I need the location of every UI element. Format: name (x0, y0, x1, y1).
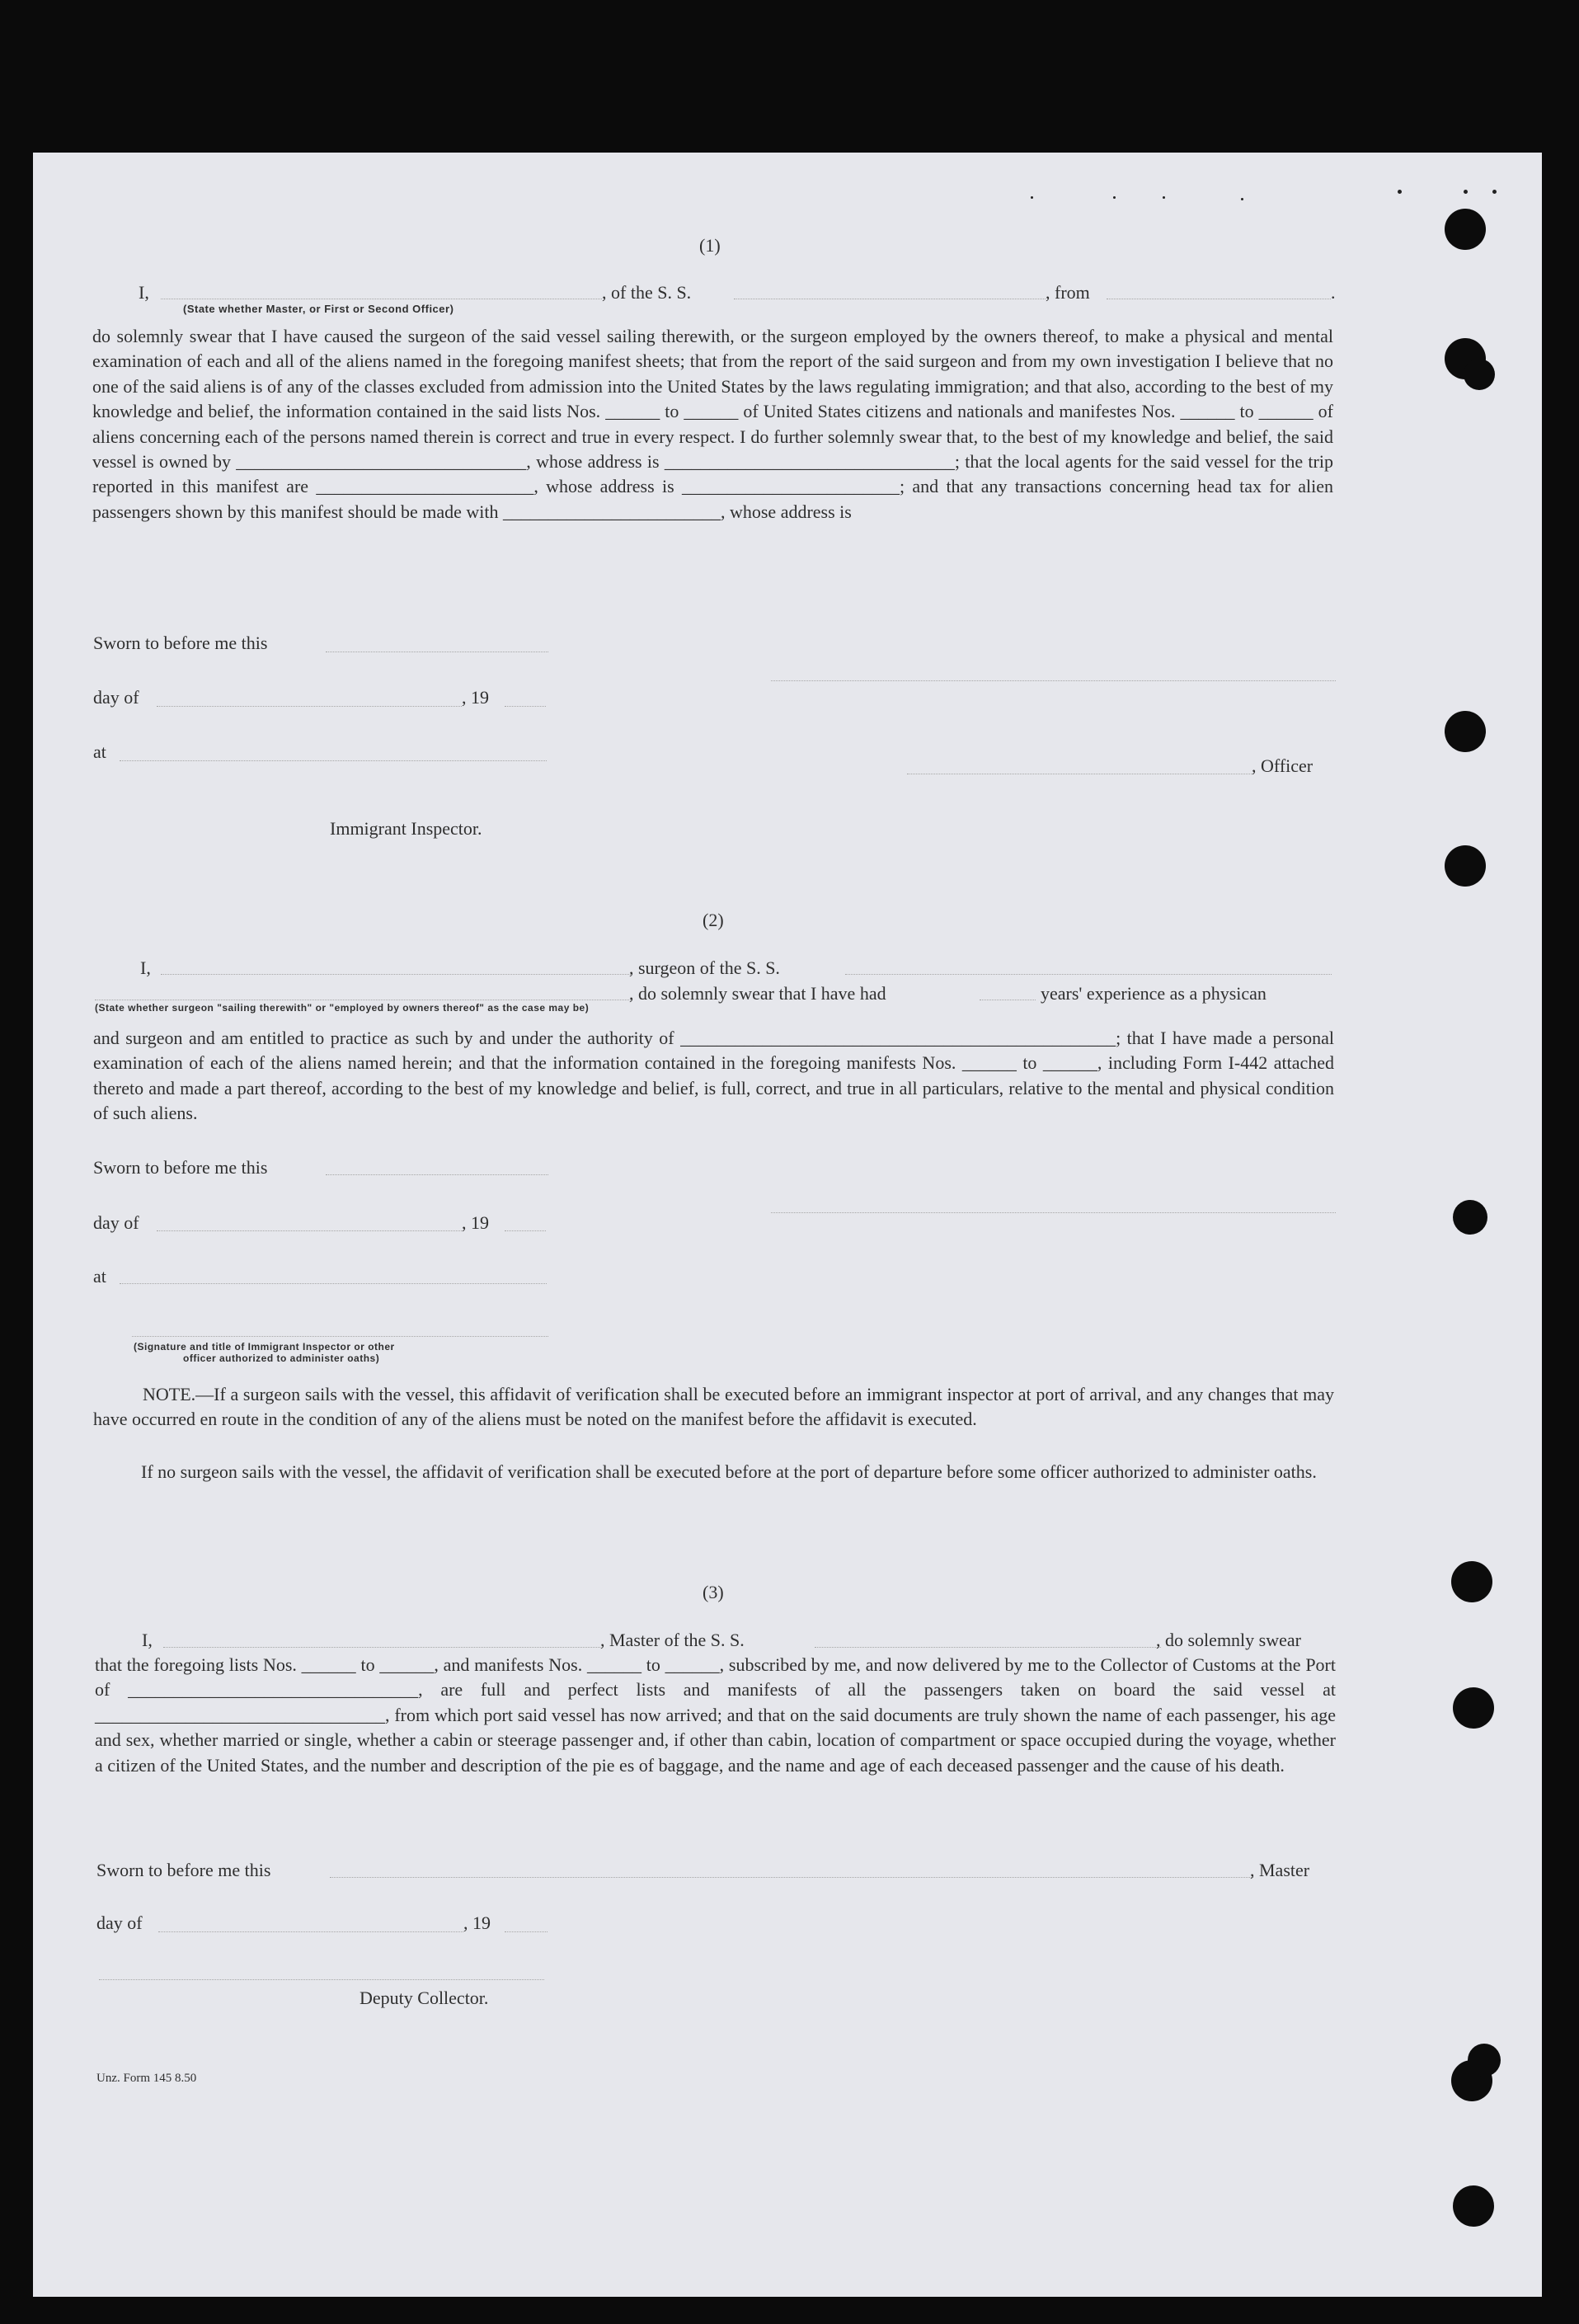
note-paragraph: NOTE.—If a surgeon sails with the vessel, this affidavit of verification shall be executed before an immigrant inspector at port of arrival, and any changes that may have occurred en route in the condition of any of the aliens must be noted on the manifest before the affidavit is executed. (93, 1384, 1334, 1430)
section1-paragraph: do solemnly swear that I have caused the surgeon of the said vessel sailing therewith, or the surgeon employed by the owners thereof, to make a physical and mental examination of each and all of the aliens named in the foregoing manifest sheets; that from the report of the said surgeon and from my own investigation I believe that no one of the said aliens is of any of the classes excluded from admission into the United States by the laws regulating immigration; and that also, according to the best of my knowledge and belief, the information contained in the said lists Nos. ______ to ______ of United States citizens and nationals and manifestes Nos. ______ to ______ of aliens concerning each of the persons named therein is correct and true in every respect. I do further solemnly swear that, to the best of my knowledge and belief, the said vessel is owned by ________________________________, whose address is ________________________________; that the local agents for the said vessel for the trip reported in this manifest are ________________________, whose address is ________________________; and that any transactions concerning head tax for alien passengers shown by this manifest should be made with ________________________, whose address is (92, 326, 1333, 522)
master-label: , Master (1250, 1860, 1310, 1880)
section2-paragraph: and surgeon and am entitled to practice as such by and under the authority of ________________________________________________; that I have made a personal examination of each of the aliens named herein; and that the information contained in the foregoing manifests Nos. ______ to ______, including Form I-442 attached thereto and made a part thereof, according to the best of my knowledge and belief, is full, correct, and true in all particulars, relative to the mental and physical condition of such aliens. (93, 1028, 1334, 1124)
year-blank (505, 1230, 546, 1231)
day-blank (157, 706, 462, 707)
years-label: years' experience as a physican (1041, 983, 1266, 1004)
lead-i: I, (139, 282, 149, 303)
day-blank (157, 1230, 462, 1231)
signature-title-blank (132, 1336, 548, 1337)
punch-hole (1464, 359, 1495, 390)
officer-label: , Officer (1252, 755, 1313, 776)
speck (1241, 198, 1243, 200)
vessel-blank (815, 1647, 1161, 1648)
section-number: (2) (703, 910, 724, 930)
year-label: , 19 (462, 1212, 489, 1233)
punch-hole (1445, 209, 1486, 250)
year-label: , 19 (463, 1912, 491, 1933)
note-paragraph-2: If no surgeon sails with the vessel, the affidavit of verification shall be executed before at the port of departure before some officer authorized to administer oaths. (141, 1461, 1317, 1482)
speck (1398, 190, 1402, 194)
period: . (1331, 282, 1336, 303)
day-of-label: day of (96, 1912, 143, 1933)
day-of-label: day of (93, 1212, 139, 1233)
lead-i: I, (140, 957, 151, 978)
master-of-label: , Master of the S. S. (600, 1630, 745, 1650)
inspector-label: Immigrant Inspector. (330, 818, 482, 839)
section3-paragraph: that the foregoing lists Nos. ______ to ______, and manifests Nos. ______ to ______, subscribed by me, and now delivered by me to the Collector of Customs at the Port of ________________________________, are full and perfect lists and manifests of all the passengers taken on board the said vessel at ________________________________, from which port said vessel has now arrived; and that on the said documents are truly shown the name of each passenger, his age and sex, whether married or single, whether a cabin or steerage passenger and, if other than cabin, location of compartment or space occupied during the voyage, whether a citizen of the United States, and the number and description of the pie es of baggage, and the name and age of each deceased passenger and the cause of his death. (95, 1654, 1336, 1776)
form-id: Unz. Form 145 8.50 (96, 2072, 197, 2085)
sworn-blank (326, 1174, 548, 1175)
signature-note: officer authorized to administer oaths) (183, 1353, 380, 1364)
swear-label: , do solemnly swear that I have had (629, 983, 886, 1004)
at-label: at (93, 1266, 106, 1287)
year-blank (505, 1931, 547, 1932)
signature-blank (771, 680, 1336, 681)
day-of-label: day of (93, 687, 139, 708)
punch-hole (1453, 1687, 1494, 1729)
year-blank (505, 706, 546, 707)
punch-hole (1453, 2185, 1494, 2227)
name-blank (163, 1647, 600, 1648)
punch-hole (1445, 711, 1486, 752)
sworn-label: Sworn to before me this (93, 633, 268, 653)
speck (1113, 196, 1116, 199)
speck (1492, 190, 1497, 194)
collector-signature-blank (99, 1979, 544, 1980)
at-blank (120, 760, 547, 761)
section-number: (3) (703, 1582, 724, 1602)
at-label: at (93, 741, 106, 762)
signature-blank (771, 1212, 1336, 1213)
swear-label: , do solemnly swear (1156, 1630, 1301, 1650)
punch-hole (1453, 1200, 1487, 1235)
at-blank (120, 1283, 547, 1284)
punch-hole (1468, 2044, 1501, 2077)
sworn-label: Sworn to before me this (96, 1860, 271, 1880)
surgeon-of-label: , surgeon of the S. S. (629, 957, 780, 978)
section-number: (1) (699, 235, 721, 256)
vessel-blank (845, 974, 1332, 975)
sworn-label: Sworn to before me this (93, 1157, 268, 1178)
speck (1163, 196, 1165, 199)
name-blank (161, 974, 631, 975)
lead-i: I, (142, 1630, 153, 1650)
of-ss-label: , of the S. S. (602, 282, 692, 303)
state-surgeon-note: (State whether surgeon "sailing therewith" or "employed by owners thereof" as the case may be) (95, 1002, 590, 1014)
punch-hole (1445, 845, 1486, 887)
collector-label: Deputy Collector. (360, 1988, 489, 2008)
speck (1031, 196, 1033, 199)
speck (1464, 190, 1468, 194)
punch-hole (1451, 1561, 1492, 1602)
signature-note: (Signature and title of Immigrant Inspector or other (134, 1341, 395, 1353)
year-label: , 19 (462, 687, 489, 708)
state-officer-note: (State whether Master, or First or Second Officer) (183, 303, 454, 315)
sworn-blank (330, 1877, 1253, 1878)
from-label: , from (1046, 282, 1090, 303)
day-blank (158, 1931, 463, 1932)
